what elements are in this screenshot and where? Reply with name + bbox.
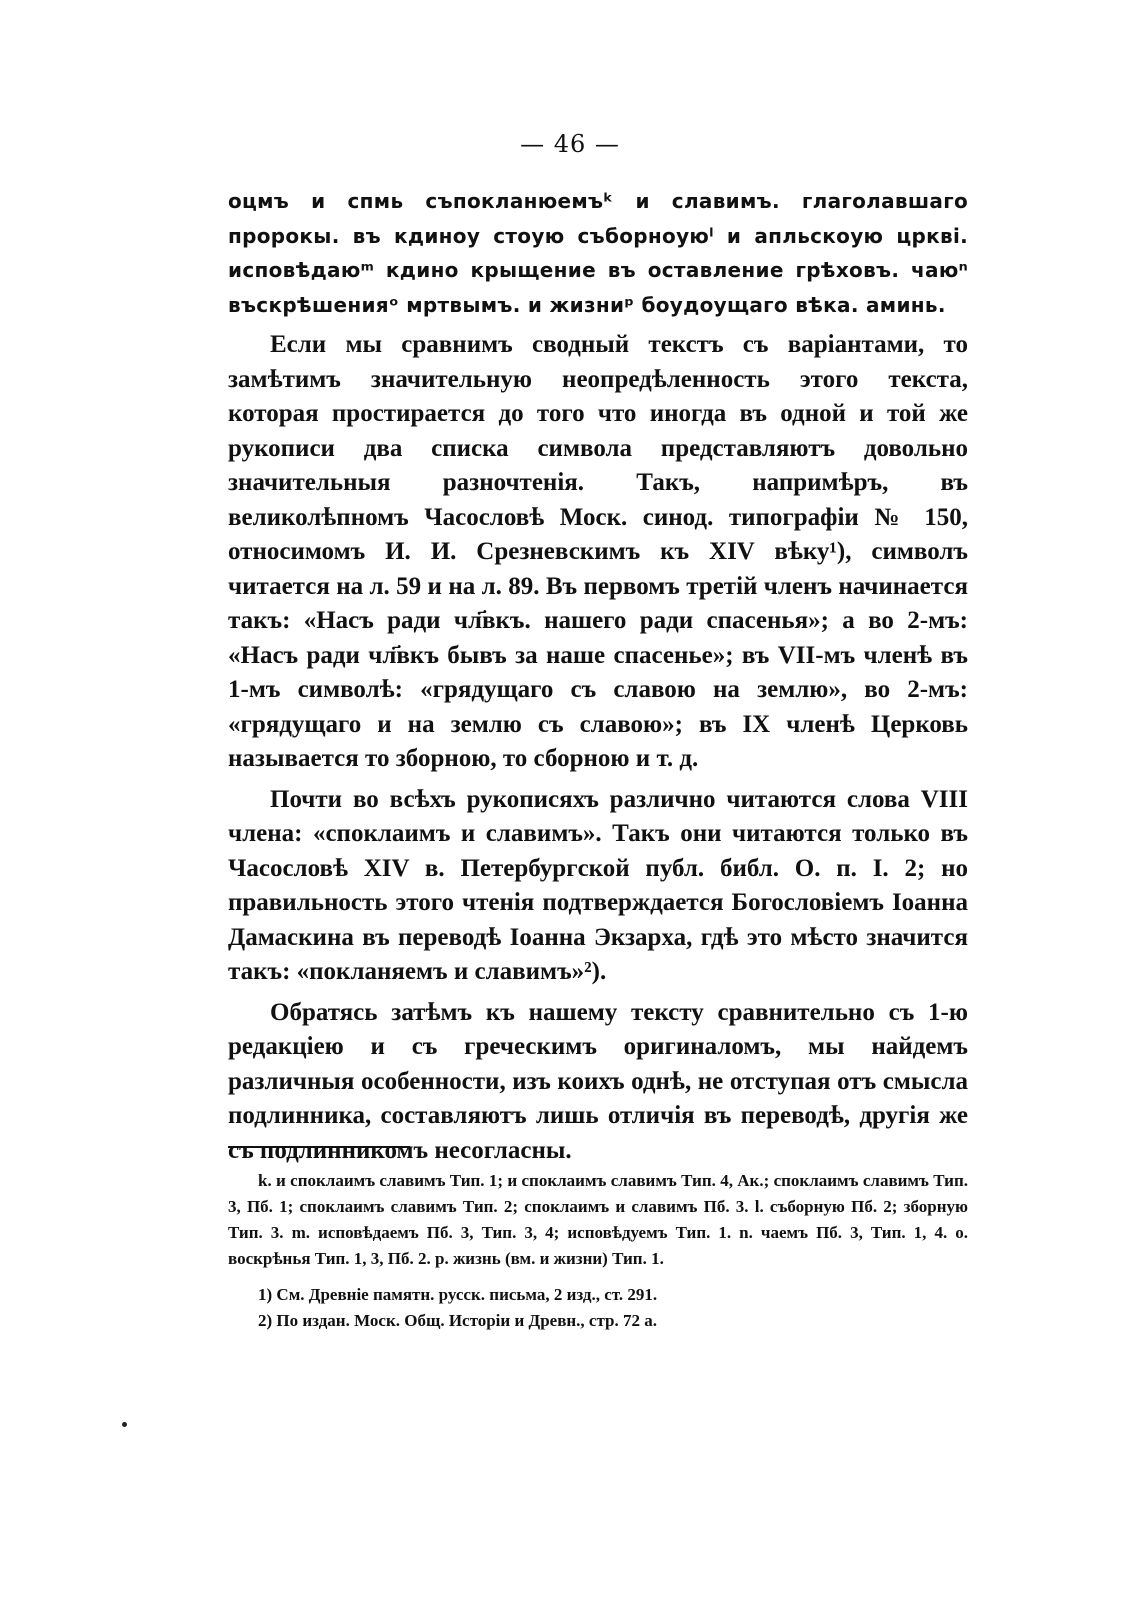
paragraph-1: Если мы сравнимъ сводный текстъ съ варіантами, то замѣтимъ значительную неопредѣленность этого текста, которая простирается до того что иногда въ одной и той же рукописи два списка символа представляютъ довольно значительныя разночтенія. Такъ, напримѣръ, въ великолѣпномъ Часословѣ Моск. синод. типографіи № 150, относимомъ И. И. Срезневскимъ къ XIV вѣку¹), символъ читается на л. 59 и на л. 89. Въ первомъ третій членъ начинается такъ: «Насъ ради чл҃вкъ. нашего ради спасенья»; а во 2-мъ: «Насъ ради чл҃вкъ бывъ за наше спасенье»; въ VII-мъ членѣ въ 1-мъ символѣ: «грядущаго съ славою на землю», во 2-мъ: «грядущаго и на землю съ славою»; въ IX членѣ Церковь называется то зборною, то сборною и т. д. [228, 331, 968, 772]
paragraph-2: Почти во всѣхъ рукописяхъ различно читаются слова VIII члена: «споклаимъ и славимъ». Такъ они читаются только въ Часословѣ XIV в. Петербургской публ. библ. О. п. I. 2; но правильность этого чтенія подтверждается Богословіемъ Іоанна Дамаскина въ переводѣ Іоанна Экзарха, гдѣ это мѣсто значится такъ: «покланяемъ и славимъ»²). [228, 785, 968, 985]
slavonic-quote: оцмъ и спмь съпокланюемъᵏ и славимъ. глаголавшаго пророкы. въ кдиноу стоую съборноуюˡ и апльскоую цркві. исповѣдаюᵐ кдино крыщение въ оставление грѣховъ. чаюⁿ въскрѣшенияᵒ мртвымъ. и жизниᵖ боудоущаго вѣка. аминь. [228, 189, 968, 317]
footnotes [228, 1168, 968, 1334]
paragraph-3: Обратясь затѣмъ къ нашему тексту сравнительно съ 1-ю редакціею и съ греческимъ оригиналомъ, мы найдемъ различныя особенности, изъ коихъ однѣ, не отступая отъ смысла подлинника, составляютъ лишь отличія въ переводѣ, другія же съ подлинникомъ несогласны. [228, 998, 968, 1164]
footnote-divider [228, 1146, 410, 1148]
footnote-2: 2) По издан. Моск. Общ. Исторіи и Древн., стр. 72 а. [258, 1311, 657, 1330]
page-number: — 46 — [520, 130, 620, 158]
main-text [228, 184, 968, 1174]
footnote-variants: k. и споклаимъ славимъ Тип. 1; и споклаимъ славимъ Тип. 4, Ак.; споклаимъ славимъ Тип. 3, Пб. 1; споклаимъ славимъ Тип. 2; споклаимъ и славимъ Пб. 3. l. съборную Пб. 2; зборную Тип. 3. m. исповѣдаемъ Пб. 3, Тип. 3, 4; исповѣдуемъ Тип. 1. n. чаемъ Пб. 3, Тип. 1, 4. o. воскрѣнья Тип. 1, 3, Пб. 2. p. жизнь (вм. и жизни) Тип. 1. [228, 1171, 968, 1268]
print-speck [122, 1422, 127, 1427]
footnote-1: 1) См. Древніе памятн. русск. письма, 2 изд., ст. 291. [258, 1285, 658, 1304]
